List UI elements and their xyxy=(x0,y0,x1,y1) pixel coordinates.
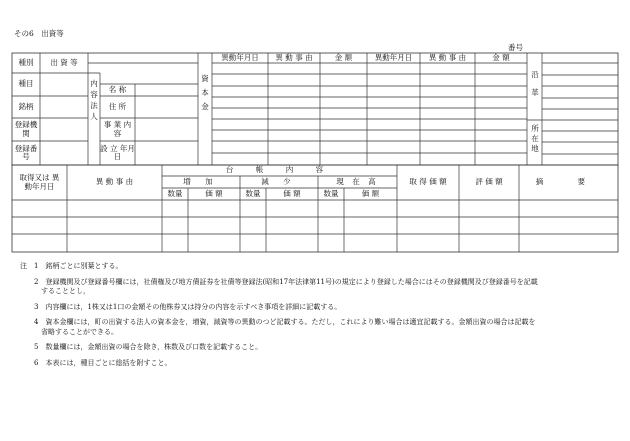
header-amount-2: 金 額 xyxy=(492,52,510,62)
header-daichou-naiyou: 台 帳 内 容 xyxy=(225,165,334,175)
header-genzaidaka: 現 在 高 xyxy=(336,176,379,186)
note-line: 注 1 銘柄ごとに別葉とする。 xyxy=(20,262,123,270)
note-line: 2 登録機関及び登録番号欄には，社債権及び地方債証券を社債等登録法(昭和17年法律第11号)の規定により登録した場合にはその登録機関及び登録番号を記載 xyxy=(20,277,538,286)
label-shusshi-tou: 出 資 等 xyxy=(50,57,78,67)
header-idou-date-1: 異動年月日 xyxy=(221,52,259,62)
subheader-quantity-1: 数量 xyxy=(167,188,183,198)
header-idou-date-2: 異動年月日 xyxy=(374,52,413,62)
label-jigyou-naiyou: 事 業 内 容 xyxy=(103,120,132,138)
subheader-price-3: 価 額 xyxy=(361,188,380,198)
header-genshou: 減 少 xyxy=(261,176,297,186)
label-touroku-kikan: 登録機関 xyxy=(14,120,38,138)
header-zouka: 増 加 xyxy=(183,176,219,186)
subheader-quantity-2: 数量 xyxy=(245,188,261,198)
header-summary: 摘 要 xyxy=(535,177,602,187)
label-shozaichi: 所在地 xyxy=(531,124,539,153)
subheader-price-2: 価 額 xyxy=(283,188,301,198)
header-idou-reason-2: 異 動 事 由 xyxy=(428,52,467,62)
note-line: 6 本表には，種目ごとに総括を附すこと。 xyxy=(20,358,172,367)
header-idou-reason: 異 動 事 由 xyxy=(95,177,134,187)
header-acquire-date: 取得又は 異動年月日 xyxy=(19,173,60,191)
label-shihonkin: 資本金 xyxy=(201,74,209,111)
label-setsuritsu-date: 設 立 年月日 xyxy=(100,143,135,161)
subheader-price-1: 価 額 xyxy=(205,188,223,198)
number-label: 番号 xyxy=(508,43,523,52)
label-meishou: 名 称 xyxy=(108,84,127,94)
label-shumoku: 種目 xyxy=(18,79,34,89)
note-line: することとし， xyxy=(20,287,90,295)
label-naiyou-houjin: 内容法人 xyxy=(90,79,98,121)
page-title: その6 出資等 xyxy=(14,29,64,38)
header-eval-price: 評 価 額 xyxy=(475,177,503,187)
label-shubetsu: 種別 xyxy=(18,57,34,67)
note-line: 5 数量欄には，金額出資の場合を除き，株数及び口数を記載すること。 xyxy=(20,343,263,351)
header-idou-reason-1: 異 動 事 由 xyxy=(275,52,313,62)
label-juusho: 住 所 xyxy=(108,101,127,111)
header-acquire-price: 取 得 価 額 xyxy=(409,177,447,187)
note-line: 省略することができる。 xyxy=(20,327,118,336)
header-amount-1: 金 額 xyxy=(334,52,353,62)
label-meigara: 銘柄 xyxy=(18,101,34,111)
label-touroku-bangou: 登録番号 xyxy=(14,143,38,161)
subheader-quantity-3: 数量 xyxy=(323,188,339,198)
note-line: 3 内容欄には，1株又は1口の金額その他株券又は持分の内容を示すべき事項を詳細に記載する。 xyxy=(20,302,342,311)
notes xyxy=(20,262,538,368)
label-enkaku: 沿革 xyxy=(531,70,539,97)
note-line: 4 資本金欄には，町の出資する法人の資本金を，増資，減資等の異動のつど記載する。ただし，これにより難い場合は適宜記載する。金額出資の場合は記載を xyxy=(20,318,536,326)
